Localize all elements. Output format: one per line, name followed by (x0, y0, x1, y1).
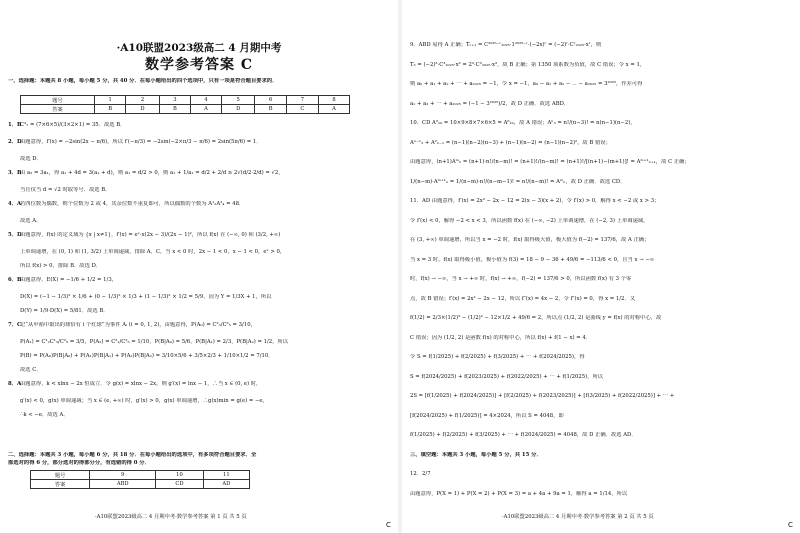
solution-text: 若四位数为偶数，则个位数为 2 或 4，其余位数不重复即可，所以偶数的个数为 A¹₂A³₄ = 48． (20, 201, 245, 207)
solution-text: P(A₁) = C¹₂C¹₃/C²₅ = 3/5，P(A₂) = C²₂/C²₅ = 1/10，P(B|A₀) = 5/6，P(B|A₁) = 2/3，P(B|A₂) = 1/2，所以 (20, 339, 289, 345)
table-cell: 6 (255, 96, 286, 105)
solution-text: D(Y) = 1/9·D(X) = 5/81．故选 B． (20, 308, 109, 314)
corner-mark: C (386, 521, 391, 529)
table-cell: 3 (159, 96, 190, 105)
exam-title: ·A10联盟2023级高二 4 月期中考 (116, 42, 282, 54)
table-cell: 8 (319, 96, 350, 105)
section-1-heading: 一、选择题：本题共 8 小题，每小题 5 分，共 40 分．在每小题给出的四个选项中，只有一项是符合题目要求的． (8, 78, 278, 84)
table-cell: D (221, 105, 255, 114)
solution-text: g′(x) < 0，g(x) 单调递减；当 x ∈ (e, +∞) 时，g′(x) > 0，g(x) 单调递增，∴g(x)min = g(e) = −e， (20, 398, 268, 404)
solution-text: 由题意得，f′(x) = −2sin(2x − π/6)，所以 f′(−π/3) = −2sin(−2×π/3 − π/6) = 2sin(5π/6) = 1． (20, 139, 262, 145)
solution-text: C³₇ = (7×6×5)/(3×2×1) = 35．故选 B． (20, 122, 126, 128)
table-cell: 4 (191, 96, 222, 105)
solution-text: 当且仅当 d = √2 时取等号．故选 B． (20, 187, 111, 193)
solution-line: [f(2024/2025) + f(1/2025)] = 4×2024，所以 S = 4048，即 (410, 412, 564, 419)
solution-line (8, 398, 396, 405)
table-cell: 9 (90, 471, 156, 480)
solution-line (8, 249, 396, 256)
table-cell: 题号 (21, 96, 95, 105)
solution-line (8, 308, 396, 315)
solution-number: 8．A (8, 381, 22, 387)
solution-line: T₃ = (−2)³·C³₂₀₂₅·x³ = 2³·C³₂₀₂₅·x³，故 B 正确；第 1350 项系数为负值，故 C 错误；令 x = 1， (410, 61, 646, 68)
solution-text: 由 a₃ = 3a₁，得 a₁ + 4d = 3(a₁ + d)，则 a₁ = d/2 > 0，则 a₁ + 1/a₁ = d/2 + 2/d ≥ 2√(d/2·2/d) = √2， (20, 170, 284, 176)
table-cell: 2 (126, 96, 160, 105)
solution-line: Aⁿ⁻¹₃ + A²ₙ₋₁ = (n−1)(n−2)(n−3) + (n−1)(n−2) = (n−1)(n−2)²，故 B 错误； (410, 139, 611, 146)
solution-line: 在 (3, +∞) 单调递增，所以当 x = −2 时，f(x) 取得极大值，极大值为 f(−2) = 137/6，故 A 正确； (410, 237, 650, 243)
solution-number: 2．D (8, 139, 22, 145)
table-cell: 答案 (21, 105, 95, 114)
corner-mark: C (788, 521, 793, 529)
solution-line: 10．CD A³₁₀ = 10×9×8×7×6×5 = A⁶₁₀，故 A 错误；Aⁿ₃ = n!/(n−3)! = n(n−1)(n−2)， (410, 120, 636, 126)
table-cell: CD (156, 480, 203, 489)
answer-key-title: 数学参考答案 C (144, 57, 254, 73)
solution-line (8, 218, 396, 225)
solution-number: 6．B (8, 277, 22, 283)
solution-line (8, 187, 396, 194)
mc-header-row (21, 96, 350, 105)
table-cell: B (159, 105, 190, 114)
solution-line (8, 122, 396, 129)
table-cell: A (191, 105, 222, 114)
table-cell: C (286, 105, 318, 114)
solution-text: 故选 C． (20, 367, 42, 373)
table-cell: ABD (90, 480, 156, 489)
table-cell: 10 (156, 471, 203, 480)
table-cell: D (126, 105, 160, 114)
solution-line (8, 201, 396, 208)
solution-line: 11．AD 由题意得，f′(x) = 2x² − 2x − 12 = 2(x − 3)(x + 2)，令 f′(x) > 0，解得 x < −2 或 x > 3； (410, 198, 660, 204)
solution-line: 由题意得，P(X = 1) + P(X = 2) + P(X = 3) = a + 4a + 9a = 1，解得 a = 1/14，所以 (410, 490, 628, 497)
table-cell: 答案 (31, 480, 90, 489)
solution-text: 由题意得，E(X) = −1/6 + 1/2 = 1/3， (20, 277, 117, 283)
table-cell: 11 (203, 471, 249, 480)
solution-line: 9．ABD 易得 A 正确；Tᵣ₊₁ = C²⁰²⁵⁻ʳ₂₀₂₅·1²⁰²⁵⁻ʳ·(−2x)ʳ = (−2)ʳ·Cʳ₂₀₂₅·xʳ，则 (410, 42, 602, 48)
solution-line: S = f(2024/2025) + f(2023/2025) + f(2022/2025) + ⋯ + f(1/2025)，所以 (410, 373, 604, 380)
solution-line (8, 353, 396, 360)
table-cell: B (94, 105, 125, 114)
solution-line: C 错误；因为 (1/2, 2) 是函数 f(x) 的对称中心，所以 f(x) + f(1 − x) = 4． (410, 334, 591, 341)
table-cell: 5 (221, 96, 255, 105)
solution-line: 由题意得，(n+1)Aᵐₙ = (n+1)·n!/(n−m)! = (n+1)!/(n−m)! = (n+1)!/[(n+1)−(m+1)]! = Aᵐ⁺¹ₙ₊₁，故 C 正确； (410, 159, 690, 165)
mc-answer-row (21, 105, 350, 114)
solution-line: 时，f(x) → −∞，当 x → +∞ 时，f(x) → +∞，f(−2) = 137/6 > 0，所以函数 f(x) 有 3 个零 (410, 276, 632, 282)
solution-line: 当 x = 3 时，f(x) 取得极小值，极小值为 f(3) = 18 − 9 − 36 + 49/6 = −113/6 < 0，且当 x → −∞ (410, 256, 655, 263)
solution-line (8, 367, 396, 374)
solution-line: 则 a₀ + a₁ + a₂ + ⋯ + a₂₀₂₅ = −1，令 x = −1，a₀ − a₁ + a₂ − ⋯ − a₂₀₂₅ = 3²⁰²⁵，作差可得 (410, 81, 643, 87)
solution-text: ∴k < −e．故选 A． (20, 412, 69, 418)
solution-number: 3．B (8, 170, 22, 176)
solution-number: 4．A (8, 201, 22, 207)
solution-line: 令 f′(x) < 0，解得 −2 < x < 3，所以函数 f(x) 在 (−∞, −2) 上单调递增，在 (−2, 3) 上单调递减， (410, 217, 649, 224)
solution-line: 1/(n−m)·Aᵐ⁺¹ₙ = 1/(n−m)·n!/(n−m−1)! = n!/(n−m)! = Aᵐₙ，故 D 正确．故选 CD． (410, 178, 626, 185)
solution-line: 点，故 B 错误；f′(x) = 2x² − 2x − 12，所以 f″(x) = 4x − 2，令 f″(x) = 0，得 x = 1/2．又 (410, 295, 635, 302)
solution-text: 所以 f(x) > 0，排除 B．故选 D． (20, 263, 102, 269)
ms-header-row (31, 471, 250, 480)
solution-number: 7．C (8, 322, 22, 328)
solution-line (8, 294, 396, 301)
page-2 (402, 0, 800, 533)
solution-line (8, 381, 396, 388)
solution-line (8, 263, 396, 270)
ms-answer-table (30, 470, 250, 489)
page-footer: ·A10联盟2023级高二 4 月期中考·数学参考答案 第 1 页 共 5 页 (95, 514, 247, 520)
ms-answer-row (31, 480, 250, 489)
section-2-heading: 二、选择题：本题共 3 小题，每小题 6 分，共 18 分．在每小题给出的选项中，有多项符合题目要求．全 (8, 452, 257, 458)
solution-line: f(1/2) = 2/3×(1/2)³ − (1/2)² − 12×1/2 + 49/6 = 2，所以点 (1/2, 2) 是曲线 y = f(x) 的对称中心，故 (410, 315, 662, 321)
table-cell: 题号 (31, 471, 90, 480)
solution-line (8, 156, 396, 163)
solution-number: 5．D (8, 232, 22, 238)
table-cell: AD (203, 480, 249, 489)
page-1 (0, 0, 398, 533)
solution-text: 记“从甲箱中取出的球恰有 i 个红球”为事件 Aᵢ (i = 0, 1, 2)，由题意得，P(A₀) = C²₃/C²₅ = 3/10， (20, 322, 256, 328)
solution-text: 上单调递增，在 (0, 1) 和 (1, 3/2) 上单调递减，排除 A、C，当 x < 0 时，2x − 1 < 0，x − 1 < 0，eˣ > 0， (20, 249, 286, 255)
solution-text: 由题意得，f(x) 的定义域为 {x | x≠1}，f′(x) = eˣ·x(2x − 3)/(2x − 1)²，所以 f(x) 在 (−∞, 0) 和 (3/2, +∞) (20, 232, 281, 238)
solution-line (8, 277, 396, 284)
solution-text: 故选 A． (20, 218, 42, 224)
solution-line (8, 139, 396, 146)
solution-line (8, 322, 396, 329)
solution-text: D(X) = (−1 − 1/3)² × 1/6 + (0 − 1/3)² × 1/3 + (1 − 1/3)² × 1/2 = 5/9，因为 Y = 1/3X + 1，所以 (20, 294, 272, 300)
page-footer: ·A10联盟2023级高二 4 月期中考·数学参考答案 第 2 页 共 5 页 (502, 514, 654, 520)
solution-text: 故选 D． (20, 156, 42, 162)
solution-line (8, 339, 396, 346)
solution-line: 12．2/7 (410, 471, 431, 477)
table-cell: A (319, 105, 350, 114)
solution-line: f(1/2025) + f(2/2025) + f(3/2025) + ⋯ + f(2024/2025) = 4048，故 D 正确．故选 AD． (410, 432, 637, 438)
solution-line (8, 412, 396, 419)
solution-number: 1．B (8, 122, 22, 128)
solution-line (8, 232, 396, 239)
mc-answer-table (20, 95, 350, 114)
table-cell: 7 (286, 96, 318, 105)
solution-line: 令 S = f(1/2025) + f(2/2025) + f(3/2025) + ⋯ + f(2024/2025)，得 (410, 354, 585, 360)
solution-text: P(B) = P(A₀)P(B|A₀) + P(A₁)P(B|A₁) + P(A₂)P(B|A₂) = 3/10×5/6 + 3/5×2/3 + 1/10×1/2 = 7/10． (20, 353, 274, 359)
solution-line: a₁ + a₃ + ⋯ + a₂₀₂₅ = (−1 − 3²⁰²⁵)/2，故 D 正确．故选 ABD． (410, 100, 570, 107)
solution-line: 三、填空题：本题共 3 小题，每小题 5 分，共 15 分． (410, 451, 542, 458)
table-cell: B (255, 105, 286, 114)
solution-line (8, 170, 396, 177)
solution-text: 由题意得，k < xlnx − 2x 恒成立．令 g(x) = xlnx − 2x，则 g′(x) = lnx − 1，∴当 x ∈ (0, e) 时， (20, 381, 262, 387)
section-2-heading-cont: 部选对的得 6 分，部分选对的得部分分，有选错的得 0 分． (8, 460, 150, 466)
solution-line: 2S = [f(1/2025) + f(2024/2025)] + [f(2/2025) + f(2023/2025)] + [f(3/2025) + f(2022/2025)] + ⋯ + (410, 393, 675, 399)
table-cell: 1 (94, 96, 125, 105)
